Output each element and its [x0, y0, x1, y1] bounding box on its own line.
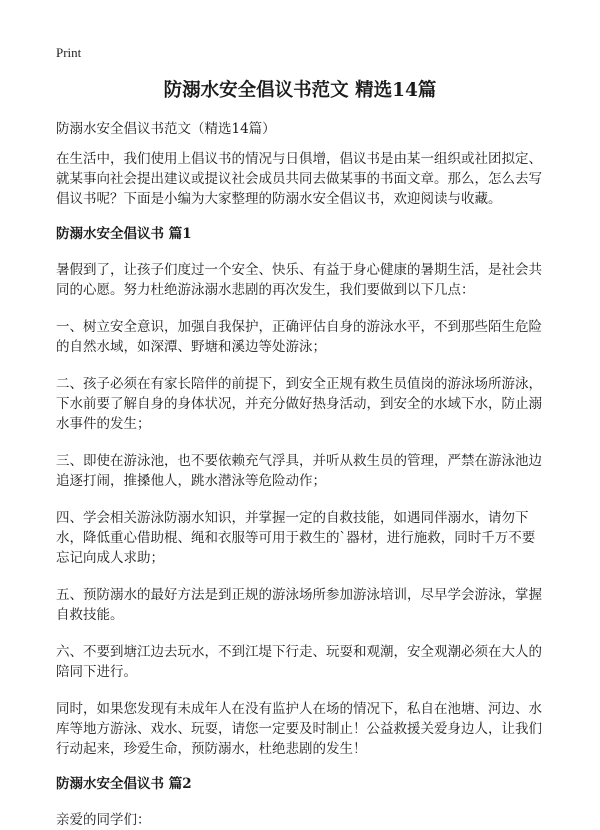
section-heading: 防溺水安全倡议书 篇2: [56, 776, 192, 792]
page-title: 防溺水安全倡议书范文 精选14篇: [163, 80, 437, 101]
print-link[interactable]: Print: [56, 45, 82, 60]
paragraph: 五、预防溺水的最好方法是到正规的游泳场所参加游泳培训，尽早学会游泳，掌握自救技能。: [56, 587, 542, 623]
paragraph: 四、学会相关游泳防溺水知识，并掌握一定的自救技能，如遇同伴溺水，请勿下水，降低重心借助棍、绳和衣服等可用于救生的`器材，进行施救，同时千万不要忘记向成人求助；: [56, 510, 536, 566]
paragraph: 二、孩子必须在有家长陪伴的前提下，到安全正规有救生员值岗的游泳场所游泳，下水前要了解自身的身体状况，并充分做好热身活动，到安全的水域下水，防止溺水事件的发生；: [56, 376, 542, 432]
section-heading: 防溺水安全倡议书 篇1: [56, 226, 192, 242]
paragraph: 同时，如果您发现有未成年人在没有监护人在场的情况下，私自在池塘、河边、水库等地方游泳、戏水、玩耍，请您一定要及时制止！公益救援关爱身边人，让我们行动起来，珍爱生命，预防溺水，杜绝悲剧的发生！: [56, 701, 542, 757]
paragraph: 六、不要到塘江边去玩水，不到江堤下行走、玩耍和观潮，安全观潮必须在大人的陪同下进行。: [56, 644, 542, 680]
paragraph: 一、树立安全意识，加强自我保护，正确评估自身的游泳水平，不到那些陌生危险的自然水域，如深潭、野塘和溪边等处游泳；: [56, 319, 542, 355]
document-subtitle: 防溺水安全倡议书范文（精选14篇）: [56, 121, 276, 137]
paragraph: 亲爱的同学们：: [56, 812, 151, 828]
paragraph: 暑假到了，让孩子们度过一个安全、快乐、有益于身心健康的暑期生活，是社会共同的心愿。努力杜绝游泳溺水悲剧的再次发生，我们要做到以下几点：: [56, 262, 542, 298]
intro-paragraph: 在生活中，我们使用上倡议书的情况与日俱增，倡议书是由某一组织或社团拟定、就某事向社会提出建议或提议社会成员共同去做某事的书面文章。那么，怎么去写倡议书呢？下面是小编为大家整理的防溺水安全倡议书，欢迎阅读与收藏。: [56, 151, 542, 207]
paragraph: 三、即使在游泳池，也不要依赖充气浮具，并听从救生员的管理，严禁在游泳池边追逐打闹，推搡他人，跳水潜泳等危险动作；: [56, 453, 542, 489]
